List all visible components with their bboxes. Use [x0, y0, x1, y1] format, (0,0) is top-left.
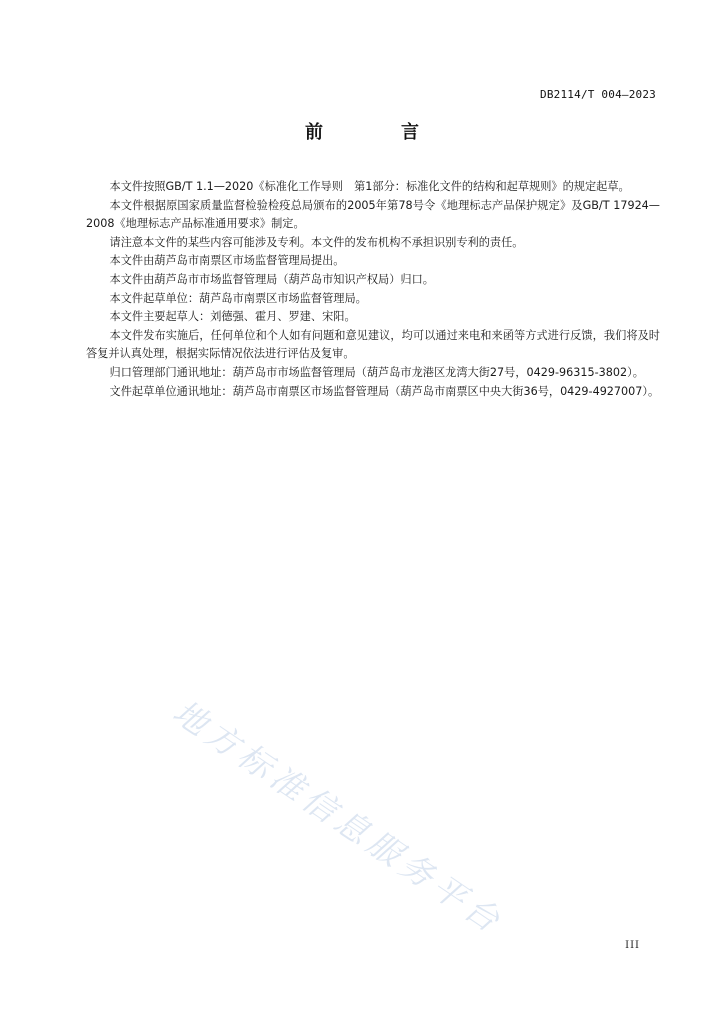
standard-code: DB2114/T 004—2023	[540, 88, 656, 101]
page-number: III	[625, 940, 640, 951]
paragraph-basis: 本文件根据原国家质量监督检验检疫总局颁布的2005年第78号令《地理标志产品保护规定》及GB/T 17924—2008《地理标志产品标准通用要求》制定。	[86, 198, 660, 231]
paragraph-drafting-rules: 本文件按照GB/T 1.1—2020《标准化工作导则 第1部分：标准化文件的结构和起草规则》的规定起草。	[109, 180, 630, 193]
paragraph-drafting-unit: 本文件起草单位：葫芦岛市南票区市场监督管理局。	[109, 291, 367, 305]
paragraph-administrator: 本文件由葫芦岛市市场监督管理局（葫芦岛市知识产权局）归口。	[109, 272, 434, 286]
watermark: 地方标准信息服务平台	[165, 691, 512, 943]
document-body	[86, 178, 660, 401]
paragraph-patent-notice: 请注意本文件的某些内容可能涉及专利。本文件的发布机构不承担识别专利的责任。	[109, 235, 524, 249]
paragraph-feedback: 本文件发布实施后，任何单位和个人如有问题和意见建议，均可以通过来电和来函等方式进行反馈，我们将及时答复并认真处理，根据实际情况依法进行评估及复审。	[86, 328, 660, 361]
paragraph-drafter-address: 文件起草单位通讯地址：葫芦岛市南票区市场监督管理局（葫芦岛市南票区中央大街36号，0429-4927007）。	[109, 384, 660, 398]
paragraph-proposer: 本文件由葫芦岛市南票区市场监督管理局提出。	[109, 254, 345, 268]
paragraph-drafters: 本文件主要起草人：刘德强、霍月、罗建、宋阳。	[109, 310, 356, 324]
page-title: 前 言	[305, 122, 449, 143]
paragraph-administrator-address: 归口管理部门通讯地址：葫芦岛市市场监督管理局（葫芦岛市龙港区龙湾大街27号，0429-96315-3802）。	[109, 365, 644, 379]
